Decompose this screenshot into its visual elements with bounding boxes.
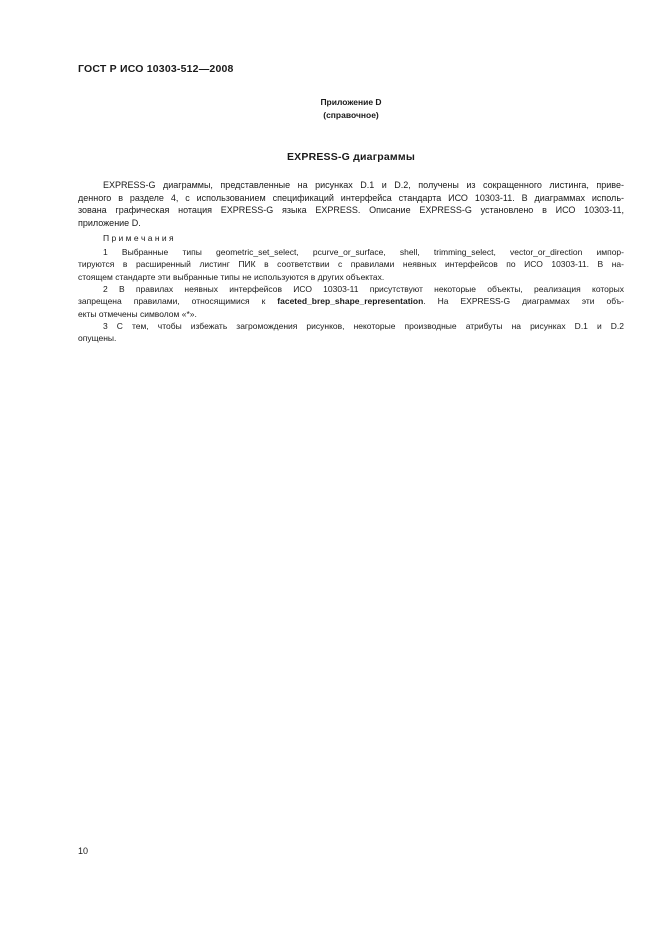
- note-line: 3 С тем, чтобы избежать загромождения рисунков, некоторые производные атрибуты на рисунках D.1 и D.2: [103, 321, 624, 331]
- entity-name-bold: faceted_brep_shape_representation: [277, 296, 424, 307]
- note-line: 1 Выбранные типы geometric_set_select, pcurve_or_surface, shell, trimming_select, vector_or_direction импор-: [103, 247, 624, 257]
- section-title: EXPRESS-G диаграммы: [286, 151, 416, 163]
- paragraph-line: EXPRESS-G диаграммы, представленные на рисунках D.1 и D.2, получены из сокращенного листинга, приве-: [103, 180, 624, 190]
- annex-heading: [78, 96, 624, 121]
- note-2: [78, 283, 624, 320]
- note-line: 2 В правилах неявных интерфейсов ИСО 10303-11 присутствуют некоторые объекты, реализация которых: [103, 284, 624, 294]
- page-number: 10: [78, 846, 89, 856]
- note-line: стоящем стандарте эти выбранные типы не используются в других объектах.: [78, 271, 385, 282]
- notes-heading: П р и м е ч а н и я: [103, 233, 174, 243]
- annex-kind: (справочное): [323, 109, 379, 120]
- note-line: тируются в расширенный листинг ПИК в соответствии с правилами неявных интерфейсов по ИСО 10303-11. В на-: [78, 259, 624, 270]
- note-3: [78, 320, 624, 345]
- annex-label: Приложение D: [320, 97, 382, 107]
- note-line-text: запрещена правилами, относящимися к: [78, 296, 278, 307]
- paragraph-line: денного в разделе 4, с использованием спецификаций интерфейса стандарта ИСО 10303-11. В диаграммах исполь-: [78, 192, 624, 203]
- intro-paragraph: [78, 179, 624, 230]
- paragraph-line: зована графическая нотация EXPRESS-G языка EXPRESS. Описание EXPRESS-G установлено в ИСО 10303-11,: [78, 205, 624, 216]
- note-line: [78, 295, 624, 307]
- document-header: ГОСТ Р ИСО 10303-512—2008: [78, 63, 234, 75]
- note-line: опущены.: [78, 333, 117, 344]
- paragraph-line: приложение D.: [78, 218, 141, 229]
- note-1: [78, 246, 624, 283]
- note-line: екты отмечены символом «*».: [78, 308, 197, 319]
- note-line-text: . На EXPRESS-G диаграммах эти объ-: [423, 296, 624, 307]
